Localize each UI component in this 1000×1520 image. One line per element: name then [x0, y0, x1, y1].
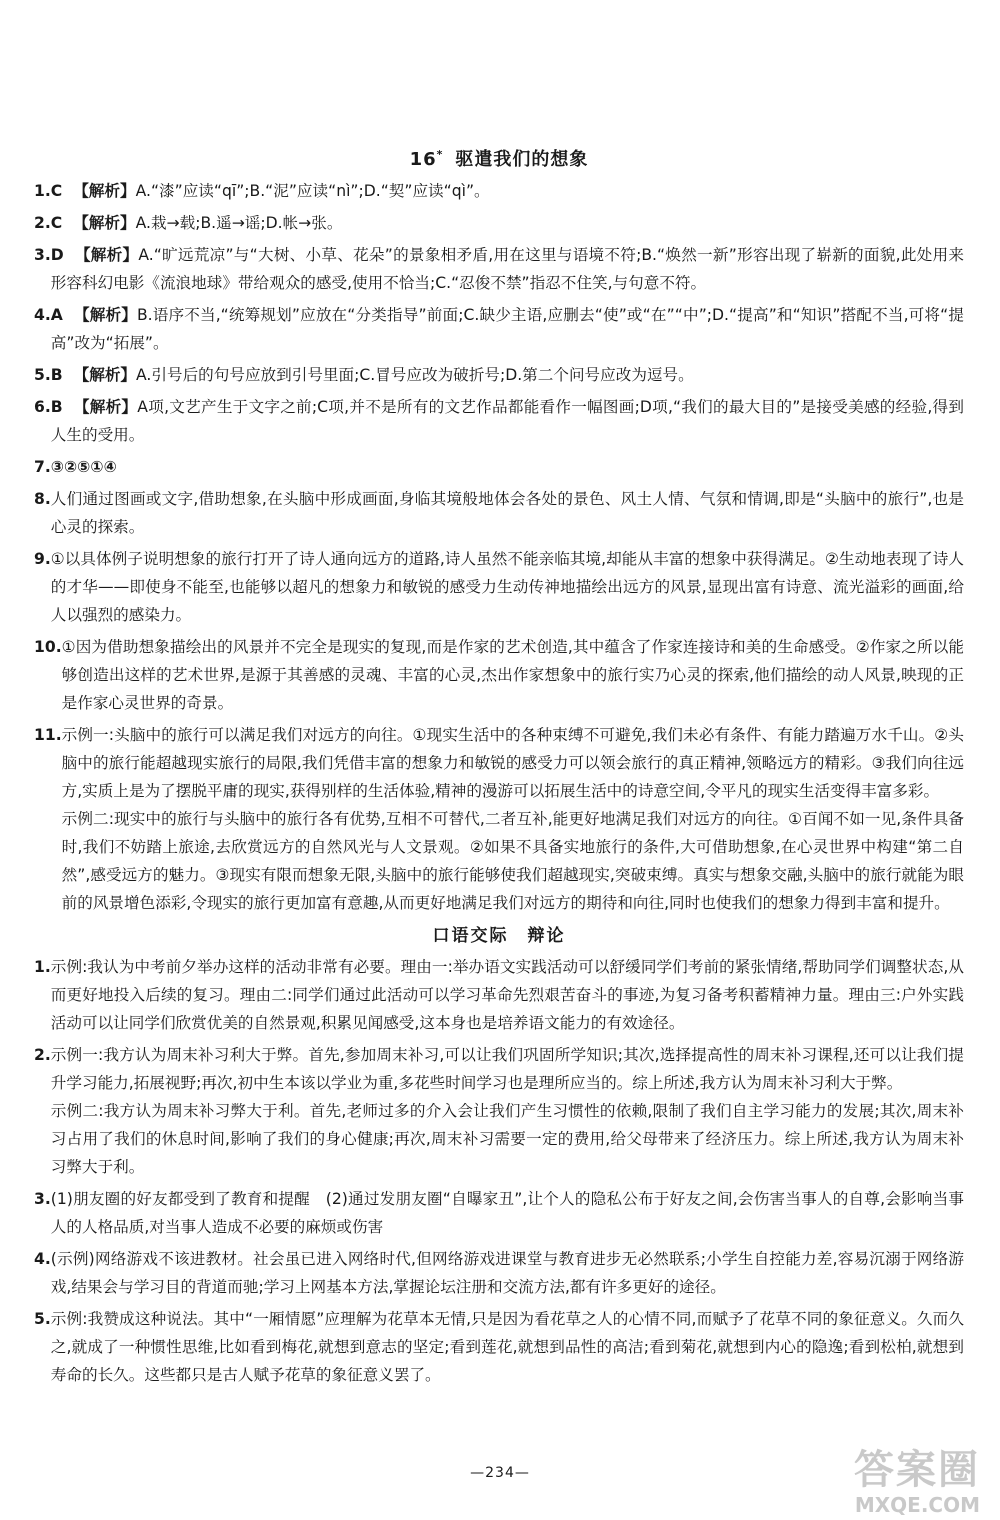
answer-item-8	[34, 485, 964, 541]
answer-item-7	[34, 453, 964, 481]
example-two: 示例二:我方认为周末补习弊大于利。首先,老师过多的介入会让我们产生习惯性的依赖,限制了我们自主学习能力的发展;其次,周末补习占用了我们的休息时间,影响了我们的身心健康;再次,周末补习需要一定的费用,给父母带来了经济压力。综上所述,我方认为周末补习弊大于利。	[50, 1102, 964, 1176]
site-watermark	[820, 1448, 980, 1518]
item-answer: A	[50, 306, 63, 324]
item-text: ①因为借助想象描绘出的风景并不完全是现实的复现,而是作家的艺术创造,其中蕴含了作家连接诗和美的生命感受。②作家之所以能够创造出这样的艺术世界,是源于其善感的灵魂、丰富的心灵,杰出作家想象中的旅行实乃心灵的探索,他们描绘的动人风景,映现的正是作家心灵世界的奇景。	[61, 638, 964, 712]
item-number: 5.	[34, 1310, 51, 1328]
item-answer: C	[50, 182, 63, 200]
watermark-domain: MXQE.COM	[854, 1493, 980, 1517]
item-text: 示例:我认为中考前夕举办这样的活动非常有必要。理由一:举办语文实践活动可以舒缓同学们考前的紧张情绪,帮助同学们调整状态,从而更好地投入后续的复习。理由二:同学们通过此活动可以学习革命先烈艰苦奋斗的事迹,为复习备考积蓄精神力量。理由三:户外实践活动可以让同学们欣赏优美的自然景观,积累见闻感受,这本身也是培养语文能力的有效途径。	[50, 958, 964, 1032]
lesson-mark: *	[436, 148, 444, 161]
item-number: 10.	[34, 638, 62, 656]
item-text: A.栽→载;B.遥→谣;D.帐→张。	[135, 214, 343, 232]
item-text: A.“漆”应读“qī”;B.“泥”应读“nì”;D.“契”应读“qì”。	[135, 182, 490, 200]
item-answer: B	[50, 366, 63, 384]
debate-item-2	[34, 1041, 964, 1181]
debate-item-5	[34, 1305, 964, 1389]
debate-item-3	[34, 1185, 964, 1241]
item-text: A项,文艺产生于文字之前;C项,并不是所有的文艺作品都能看作一幅图画;D项,“我们的最大目的”是接受美感的经验,得到人生的受用。	[50, 398, 964, 444]
analysis-tag: 【解析】	[73, 182, 136, 200]
item-text: B.语序不当,“统筹规划”应放在“分类指导”前面;C.缺少主语,应删去“使”或“在”“中”;D.“提高”和“知识”搭配不当,可将“提高”改为“拓展”。	[50, 306, 964, 352]
item-number: 2.	[34, 1046, 51, 1064]
item-text: ①以具体例子说明想象的旅行打开了诗人通向远方的道路,诗人虽然不能亲临其境,却能从丰富的想象中获得满足。②生动地表现了诗人的才华——即使身不能至,也能够以超凡的想象力和敏锐的感受力生动传神地描绘出远方的风景,显现出富有诗意、流光溢彩的画面,给人以强烈的感染力。	[50, 550, 964, 624]
item-answer: ③②⑤①④	[50, 458, 117, 476]
item-number: 5.	[34, 366, 51, 384]
item-number: 1.	[34, 182, 51, 200]
item-number: 9.	[34, 550, 51, 568]
item-text: 人们通过图画或文字,借助想象,在头脑中形成画面,身临其境般地体会各处的景色、风土人情、气氛和情调,即是“头脑中的旅行”,也是心灵的探索。	[50, 490, 964, 536]
section-title-debate: 口语交际 辩论	[432, 926, 566, 946]
item-text: (1)朋友圈的好友都受到了教育和提醒 (2)通过发朋友圈“自曝家丑”,让个人的隐私公布于好友之间,会伤害当事人的自尊,会影响当事人的人格品质,对当事人造成不必要的麻烦或伤害	[50, 1190, 964, 1236]
answer-item-4	[34, 301, 964, 357]
answer-item-10	[34, 633, 964, 717]
answer-item-1	[34, 177, 964, 205]
answer-item-11	[34, 721, 964, 917]
item-answer: B	[50, 398, 63, 416]
debate-item-4	[34, 1245, 964, 1301]
item-text: A.“旷远荒凉”与“大树、小草、花朵”的景象相矛盾,用在这里与语境不符;B.“焕然一新”形容出现了崭新的面貌,此处用来形容科幻电影《流浪地球》带给观众的感受,使用不恰当;C.“忍俊不禁”指忍不住笑,与句意不符。	[50, 246, 964, 292]
analysis-tag: 【解析】	[74, 246, 139, 264]
analysis-tag: 【解析】	[73, 214, 136, 232]
analysis-tag: 【解析】	[73, 398, 138, 416]
item-number: 11.	[34, 726, 62, 744]
item-text: A.引号后的句号应放到引号里面;C.冒号应改为破折号;D.第二个问号应改为逗号。	[136, 366, 694, 384]
answer-item-2	[34, 209, 964, 237]
item-number: 3.	[34, 246, 51, 264]
debate-item-1	[34, 953, 964, 1037]
item-number: 1.	[34, 958, 51, 976]
page-number: —234—	[470, 1465, 530, 1481]
item-text: 示例:我赞成这种说法。其中“一厢情愿”应理解为花草本无情,只是因为看花草之人的心情不同,而赋予了花草不同的象征意义。久而久之,就成了一种惯性思维,比如看到梅花,就想到意志的坚定;看到莲花,就想到品性的高洁;看到菊花,就想到内心的隐逸;看到松柏,就想到寿命的长久。这些都只是古人赋予花草的象征意义罢了。	[50, 1310, 964, 1384]
analysis-tag: 【解析】	[73, 366, 137, 384]
item-text: (示例)网络游戏不该进教材。社会虽已进入网络时代,但网络游戏进课堂与教育进步无必然联系;小学生自控能力差,容易沉溺于网络游戏,结果会与学习目的背道而驰;学习上网基本方法,掌握论坛注册和交流方法,都有许多更好的途径。	[50, 1250, 964, 1296]
item-number: 8.	[34, 490, 51, 508]
answer-item-6	[34, 393, 964, 449]
item-answer: D	[50, 246, 64, 264]
item-number: 6.	[34, 398, 51, 416]
item-number: 7.	[34, 458, 51, 476]
example-one: 示例一:头脑中的旅行可以满足我们对远方的向往。①现实生活中的各种束缚不可避免,我们未必有条件、有能力踏遍万水千山。②头脑中的旅行能超越现实旅行的局限,我们凭借丰富的想象力和敏锐的感受力可以领会旅行的真正精神,领略远方的精彩。③我们向往远方,实质上是为了摆脱平庸的现实,获得别样的生活体验,精神的漫游可以拓展生活中的诗意空间,令平凡的现实生活变得丰富多彩。	[61, 726, 964, 800]
answer-item-3	[34, 241, 964, 297]
answer-item-9	[34, 545, 964, 629]
item-number: 2.	[34, 214, 51, 232]
example-one: 示例一:我方认为周末补习利大于弊。首先,参加周末补习,可以让我们巩固所学知识;其次,选择提高性的周末补习课程,还可以让我们提升学习能力,拓展视野;再次,初中生本该以学业为重,多花些时间学习也是理所应当的。综上所述,我方认为周末补习利大于弊。	[50, 1046, 964, 1092]
answer-page	[34, 140, 964, 1393]
lesson-title	[34, 140, 964, 175]
lesson-number: 16	[409, 149, 437, 170]
item-answer: C	[50, 214, 63, 232]
lesson-name: 驱遣我们的想象	[455, 149, 589, 170]
watermark-logo-text: 答案圈	[854, 1447, 980, 1493]
example-two: 示例二:现实中的旅行与头脑中的旅行各有优势,互相不可替代,二者互补,能更好地满足我们对远方的向往。①百闻不如一见,条件具备时,我们不妨踏上旅途,去欣赏远方的自然风光与人文景观。②如果不具备实地旅行的条件,大可借助想象,在心灵世界中构建“第二自然”,感受远方的魅力。③现实有限而想象无限,头脑中的旅行能够使我们超越现实,突破束缚。真实与想象交融,头脑中的旅行就能为眼前的风景增色添彩,令现实的旅行更加富有意趣,从而更好地满足我们对远方的期待和向往,同时也使我们的想象力得到丰富和提升。	[61, 810, 964, 912]
item-number: 4.	[34, 306, 51, 324]
answer-item-5	[34, 361, 964, 389]
analysis-tag: 【解析】	[73, 306, 137, 324]
item-number: 4.	[34, 1250, 51, 1268]
item-number: 3.	[34, 1190, 51, 1208]
